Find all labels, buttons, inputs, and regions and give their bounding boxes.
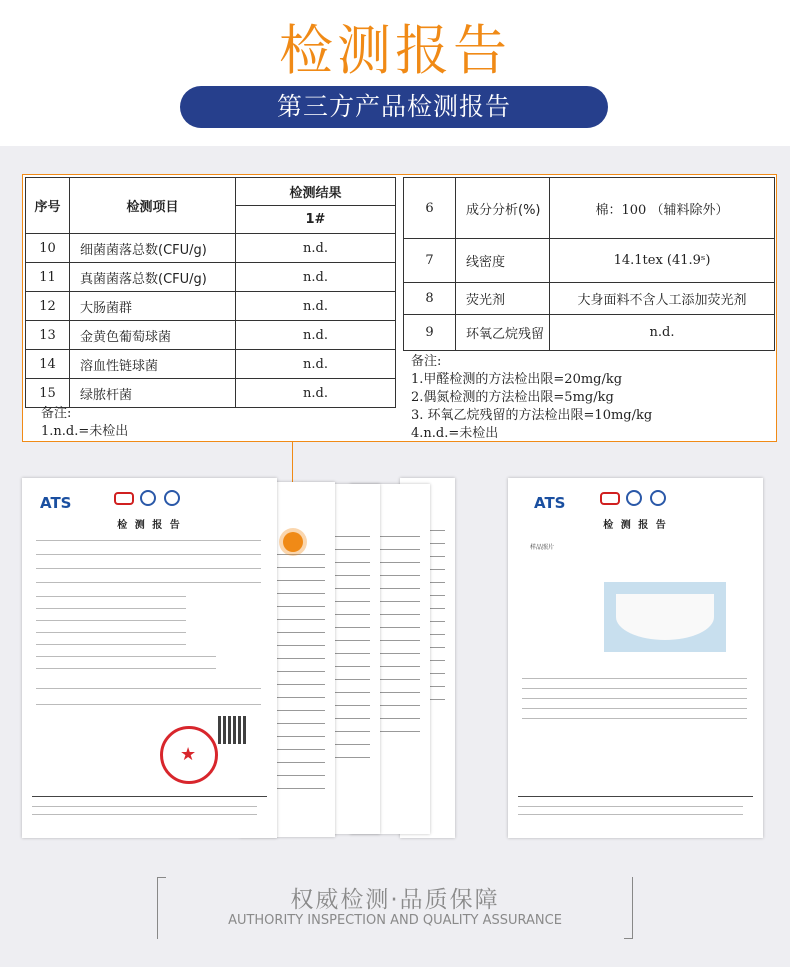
caption-cn: 权威检测·品质保障: [290, 887, 500, 913]
row-no: 7: [404, 239, 456, 283]
row-item: 绿脓杆菌: [70, 379, 236, 408]
table-row: [26, 350, 396, 379]
report-results-panel: [22, 174, 777, 442]
table-row: [404, 178, 775, 239]
right-note-line: 1.甲醛检测的方法检出限=20mg/kg: [411, 372, 623, 387]
ats-logo: ATS: [40, 494, 72, 512]
quality-caption: [157, 877, 633, 939]
left-note-title: 备注:: [41, 406, 72, 421]
highlight-dot: [283, 532, 303, 552]
table-row: [26, 321, 396, 350]
caption-en: AUTHORITY INSPECTION AND QUALITY ASSURANCE: [228, 913, 562, 928]
row-item: 金黄色葡萄球菌: [70, 321, 236, 350]
row-result: n.d.: [236, 350, 396, 379]
stamp-star-icon: ★: [180, 744, 197, 765]
row-item: 溶血性链球菌: [70, 350, 236, 379]
row-no: 11: [26, 263, 70, 292]
cnas-seal-icon: [650, 490, 666, 506]
right-note-title: 备注:: [411, 354, 442, 369]
right-note-line: 4.n.d.=未检出: [411, 426, 499, 441]
row-item: 成分分析(%): [456, 178, 550, 239]
sample-photo-page: [508, 478, 763, 838]
row-no: 9: [404, 315, 456, 351]
left-notes: [41, 405, 128, 441]
row-item: 真菌菌落总数(CFU/g): [70, 263, 236, 292]
row-result: n.d.: [236, 379, 396, 408]
header-no: 序号: [26, 178, 70, 234]
right-note-line: 3. 环氧乙烷残留的方法检出限=10mg/kg: [411, 408, 653, 423]
row-no: 13: [26, 321, 70, 350]
row-no: 12: [26, 292, 70, 321]
doc-heading: 检 测 报 告: [117, 520, 182, 531]
row-result: n.d.: [236, 263, 396, 292]
row-item: 细菌菌落总数(CFU/g): [70, 234, 236, 263]
microbial-results-table: [25, 177, 396, 408]
report-banner: 第三方产品检测报告: [180, 86, 608, 128]
qr-code: [218, 716, 246, 744]
row-result: n.d.: [236, 321, 396, 350]
row-no: 15: [26, 379, 70, 408]
page-title: 检测报告: [279, 19, 511, 82]
header-result: 检测结果: [236, 178, 396, 206]
header-sample: 1#: [236, 206, 396, 234]
row-item: 荧光剂: [456, 283, 550, 315]
row-item: 大肠菌群: [70, 292, 236, 321]
underwear-image: [616, 594, 714, 640]
row-result: n.d.: [550, 315, 775, 351]
sample-photo: [604, 582, 726, 652]
row-no: 14: [26, 350, 70, 379]
table-row: [404, 239, 775, 283]
photo-label: 样品照片: [530, 544, 555, 551]
row-item: 线密度: [456, 239, 550, 283]
row-result: 大身面料不含人工添加荧光剂: [550, 283, 775, 315]
row-no: 6: [404, 178, 456, 239]
row-no: 8: [404, 283, 456, 315]
ats-logo: ATS: [534, 494, 566, 512]
right-notes: [411, 353, 652, 443]
report-cover-page: [22, 478, 277, 838]
left-note-line: 1.n.d.=未检出: [41, 424, 129, 439]
row-no: 10: [26, 234, 70, 263]
table-row: [404, 315, 775, 351]
header-item: 检测项目: [70, 178, 236, 234]
cma-seal-icon: [114, 492, 134, 505]
row-result: 棉：100 （辅料除外）: [550, 178, 775, 239]
ilac-seal-icon: [626, 490, 642, 506]
row-result: n.d.: [236, 292, 396, 321]
cnas-seal-icon: [164, 490, 180, 506]
table-row: [26, 234, 396, 263]
physical-results-table: [403, 177, 775, 351]
table-row: [404, 283, 775, 315]
table-row: [26, 292, 396, 321]
row-result: n.d.: [236, 234, 396, 263]
cma-seal-icon: [600, 492, 620, 505]
doc-heading: 检 测 报 告: [603, 520, 668, 531]
table-row: [26, 263, 396, 292]
table-row: [26, 379, 396, 408]
row-result: 14.1tex (41.9ˢ): [550, 239, 775, 283]
right-note-line: 2.偶氮检测的方法检出限=5mg/kg: [411, 390, 614, 405]
row-item: 环氧乙烷残留: [456, 315, 550, 351]
ilac-seal-icon: [140, 490, 156, 506]
